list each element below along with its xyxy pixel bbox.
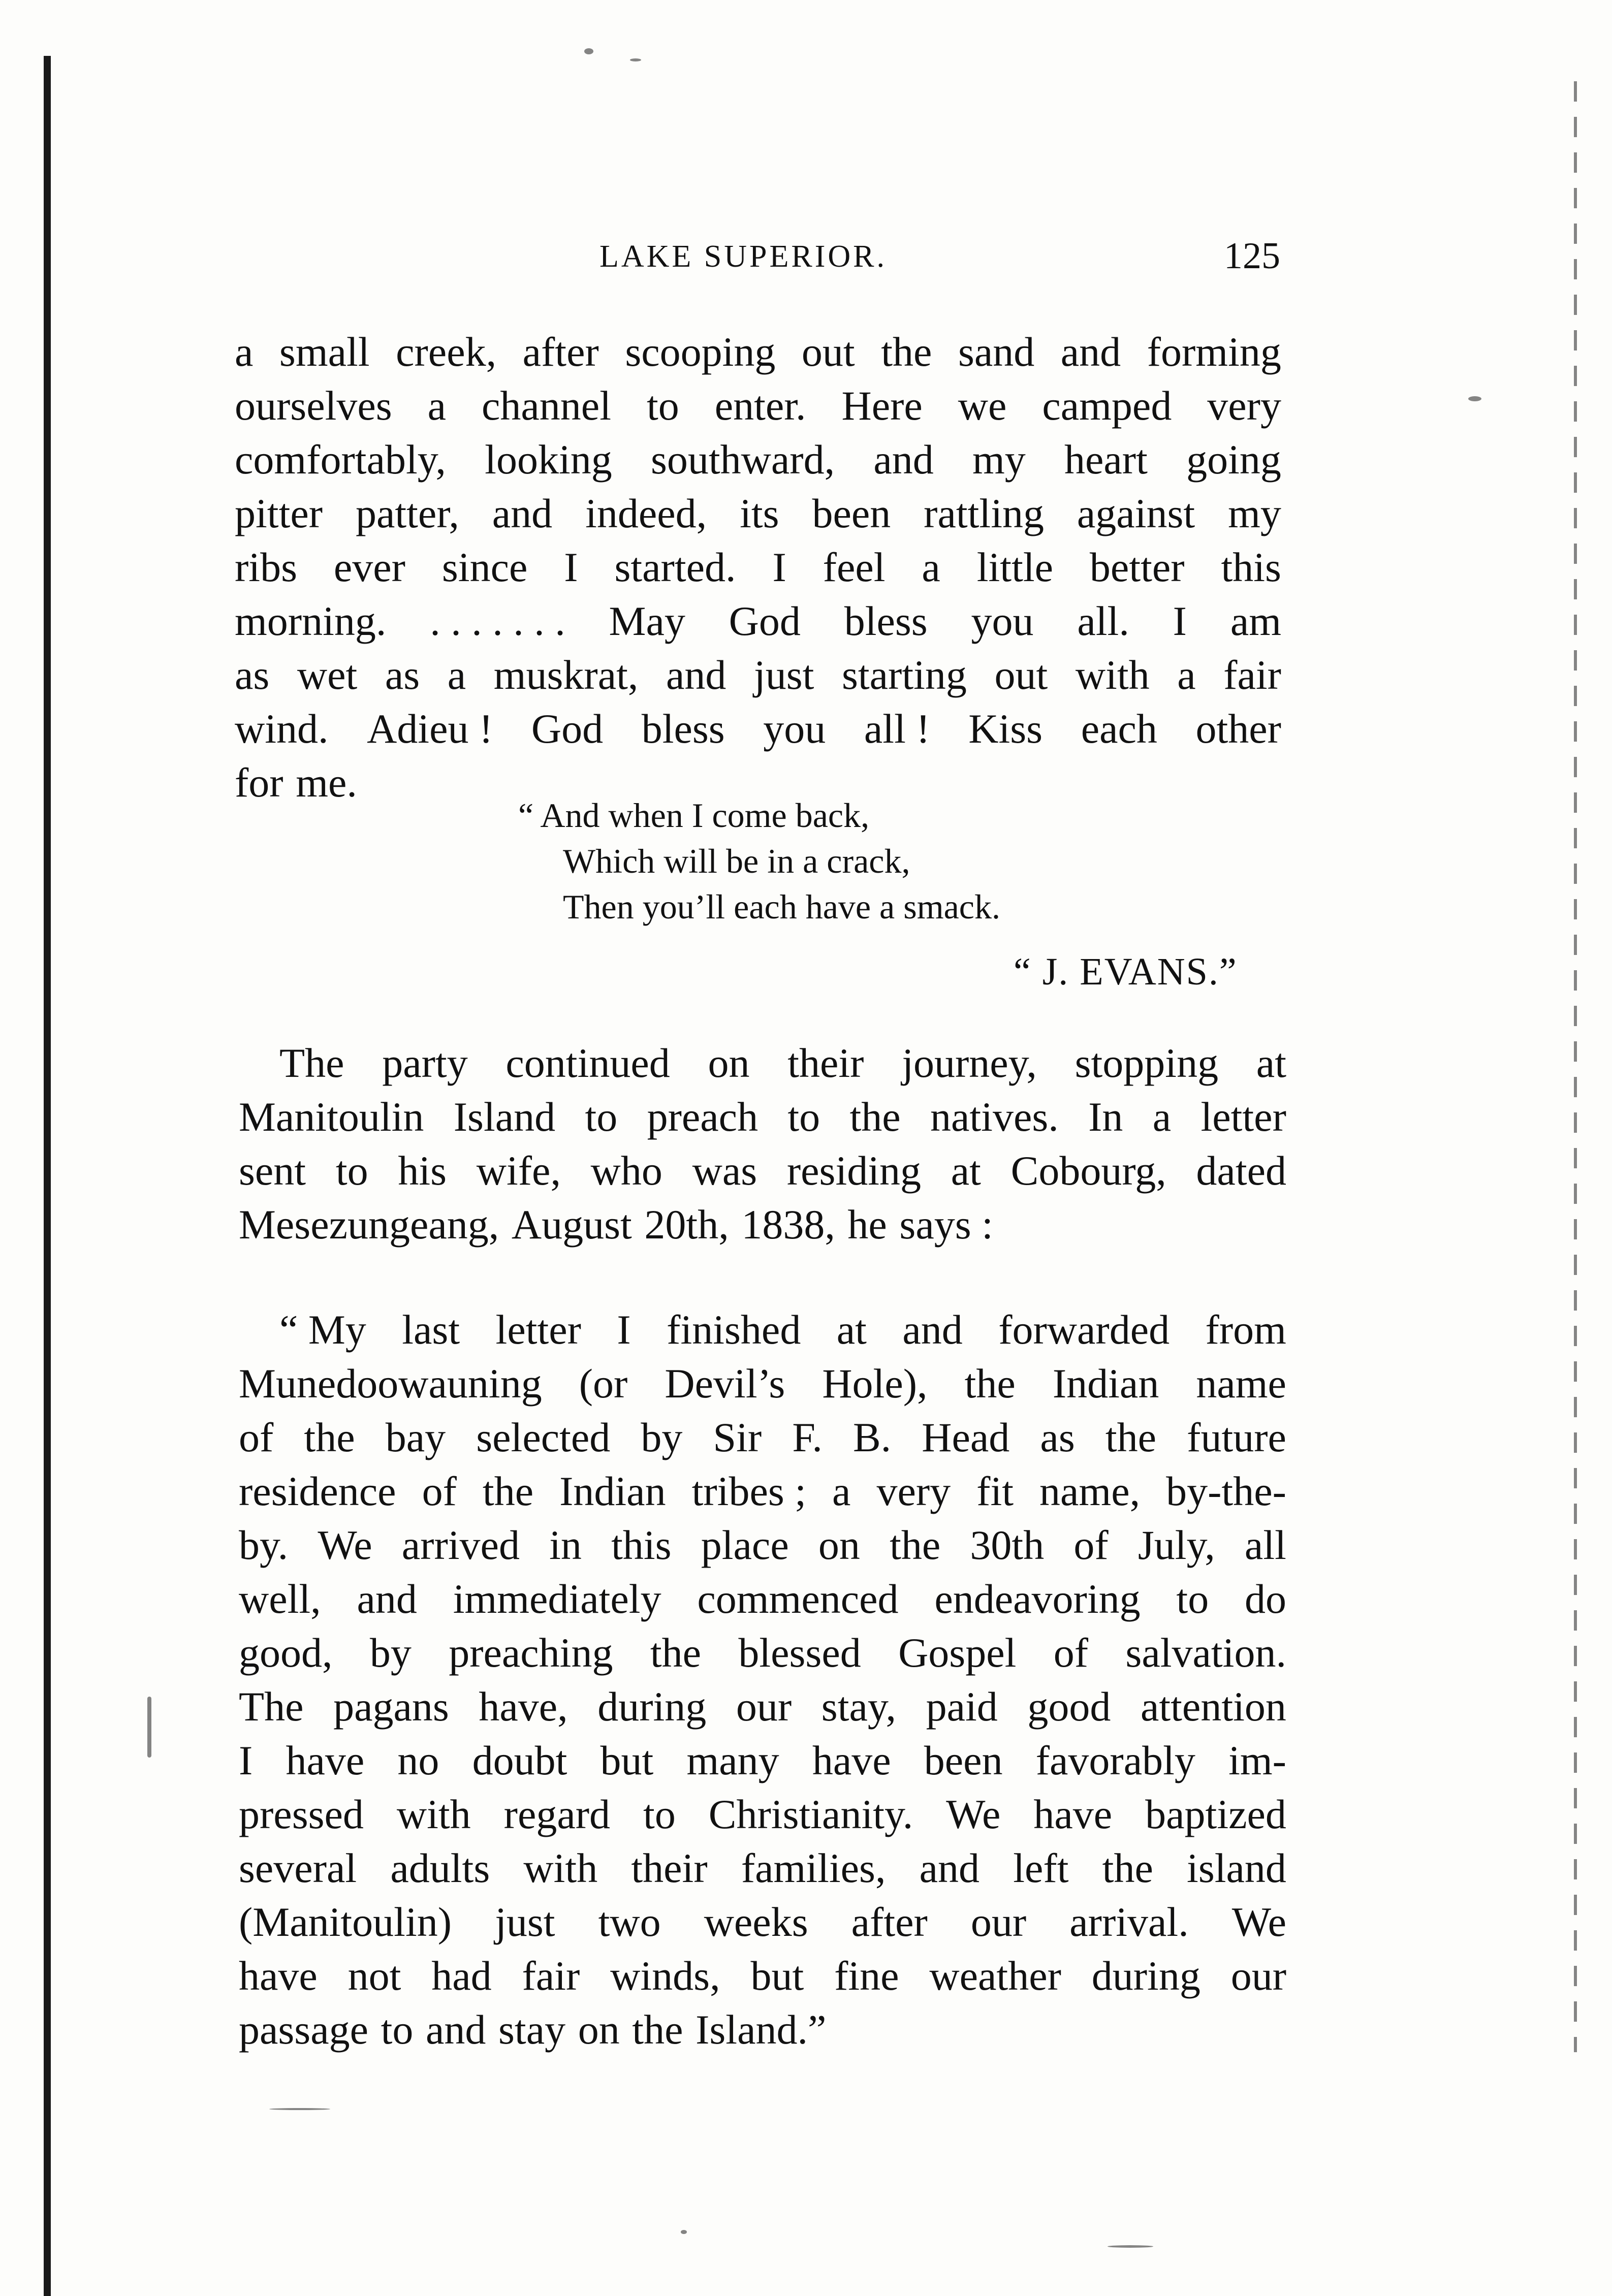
word: endeavoring [934, 1576, 1141, 1622]
text-line [239, 1518, 1286, 1572]
word: a [922, 544, 940, 590]
word: the [964, 1360, 1016, 1407]
word: sent [239, 1147, 306, 1194]
text-line [239, 1303, 1286, 1357]
word: May [609, 598, 685, 644]
word: the [482, 1468, 534, 1514]
word: but [600, 1737, 654, 1783]
word: to [643, 1791, 676, 1837]
word: of [422, 1468, 457, 1514]
word: who [590, 1147, 662, 1194]
running-head [234, 235, 1280, 279]
word: scooping [625, 329, 776, 375]
word: southward, [650, 436, 835, 483]
word: several [239, 1845, 357, 1891]
word: he [847, 1201, 887, 1248]
word: to [787, 1094, 820, 1140]
running-title: LAKE SUPERIOR. [599, 239, 888, 274]
word: continued [505, 1040, 670, 1086]
word: for [235, 759, 283, 806]
word: this [611, 1522, 672, 1568]
word: from [1205, 1306, 1286, 1353]
word: a [235, 329, 254, 375]
word: party [382, 1040, 468, 1086]
word: says : [899, 1201, 993, 1248]
word: of [239, 1414, 274, 1460]
word: 1838, [741, 1201, 835, 1248]
word: my [972, 436, 1026, 483]
word: the [890, 1522, 941, 1568]
word: on [818, 1522, 860, 1568]
word: paid [926, 1683, 998, 1730]
word: last [402, 1306, 460, 1353]
word: left [1013, 1845, 1069, 1891]
word: of [1073, 1522, 1109, 1568]
word: Sir [713, 1414, 762, 1460]
word: the [849, 1094, 901, 1140]
word: and [1060, 329, 1121, 375]
word: God [531, 706, 604, 752]
text-line [235, 487, 1281, 540]
word: Hole), [822, 1360, 928, 1407]
word: the [304, 1414, 355, 1460]
word: fair [522, 1953, 580, 1999]
text-line [239, 1626, 1286, 1680]
word: forwarded [998, 1306, 1170, 1353]
text-line [235, 540, 1281, 594]
word: the [881, 329, 932, 375]
text-line [239, 1734, 1286, 1788]
word: started. [614, 544, 736, 590]
word: Christianity. [708, 1791, 913, 1837]
word: passage [239, 2006, 369, 2053]
word: just [495, 1899, 555, 1945]
word: to [646, 382, 679, 429]
word: families, [741, 1845, 886, 1891]
word: out [994, 652, 1048, 698]
word: we [958, 382, 1007, 429]
word: The [239, 1683, 304, 1730]
word: as [1040, 1414, 1075, 1460]
word: all [1244, 1522, 1286, 1568]
word: We [1231, 1899, 1286, 1945]
word: baptized [1145, 1791, 1286, 1837]
word: 30th [970, 1522, 1045, 1568]
word: have, [479, 1683, 568, 1730]
word: ribs [235, 544, 297, 590]
word: August [511, 1201, 632, 1248]
word: residing [786, 1147, 922, 1194]
word: all. [1077, 598, 1129, 644]
word: morning. [235, 598, 387, 644]
word: forming [1147, 329, 1281, 375]
word: wife, [476, 1147, 561, 1194]
word: with [523, 1845, 598, 1891]
word: the [650, 1630, 701, 1676]
word: B. [852, 1414, 892, 1460]
word: and [357, 1576, 417, 1622]
word: finished [667, 1306, 801, 1353]
text-line [239, 1841, 1286, 1895]
text-line [235, 594, 1281, 648]
paragraph-letter-continued [235, 325, 1281, 810]
word: We [946, 1791, 1001, 1837]
word: but [750, 1953, 804, 1999]
word: as [385, 652, 420, 698]
text-line [239, 2003, 1286, 2057]
word: the [1102, 1845, 1153, 1891]
word: as [235, 652, 270, 698]
text-line [239, 1464, 1286, 1518]
word: Island.” [696, 2006, 827, 2053]
word: have [812, 1737, 891, 1783]
word: a [1177, 652, 1196, 698]
text-line [235, 702, 1281, 756]
word: to [381, 2006, 414, 2053]
word: bless [641, 706, 725, 752]
text-line [235, 648, 1281, 702]
word: and [492, 490, 553, 536]
binding-edge-left [44, 56, 51, 2296]
word: sand [958, 329, 1035, 375]
word: small [279, 329, 370, 375]
word: no [397, 1737, 439, 1783]
word: at [951, 1147, 981, 1194]
word: a [427, 382, 447, 429]
word: im- [1228, 1737, 1286, 1783]
text-line [239, 1198, 1286, 1252]
word: natives. [930, 1094, 1059, 1140]
word: in [549, 1522, 582, 1568]
word: after [851, 1899, 928, 1945]
word: two [598, 1899, 661, 1945]
word: I [564, 544, 578, 590]
word: pitter [235, 490, 323, 536]
binding-edge-right [1574, 81, 1577, 2052]
word: (or [579, 1360, 628, 1407]
word: stay, [821, 1683, 897, 1730]
word: bay [385, 1414, 446, 1460]
word: with [1075, 652, 1150, 698]
word: and [902, 1306, 963, 1353]
word: feel [823, 544, 886, 590]
text-line [235, 325, 1281, 379]
word: after [522, 329, 599, 375]
word: have [286, 1737, 365, 1783]
word: channel [482, 382, 611, 429]
word: I [239, 1737, 253, 1783]
word: commenced [697, 1576, 899, 1622]
word: very [876, 1468, 951, 1514]
word: Here [841, 382, 923, 429]
word: I [1173, 598, 1187, 644]
word: creek, [396, 329, 497, 375]
word: In [1088, 1094, 1123, 1140]
text-line [239, 1788, 1286, 1841]
text-line [235, 379, 1281, 433]
word: our [970, 1899, 1027, 1945]
text-line [239, 1411, 1286, 1464]
word: our [736, 1683, 792, 1730]
word: at [1256, 1040, 1286, 1086]
word: during [1091, 1953, 1200, 1999]
word: ever [333, 544, 405, 590]
word: been [924, 1737, 1003, 1783]
paragraph-narrative [239, 1036, 1286, 1252]
word: the [1105, 1414, 1157, 1460]
word: each [1081, 706, 1157, 752]
verse [518, 792, 1000, 930]
word: enter. [714, 382, 806, 429]
word: place [701, 1522, 789, 1568]
word: name, [1039, 1468, 1141, 1514]
word: been [812, 490, 891, 536]
word: tribes ; [691, 1468, 807, 1514]
word: “ My [279, 1306, 366, 1353]
word: going [1186, 436, 1281, 483]
word: not [347, 1953, 401, 1999]
word: . . . . . . . [430, 598, 565, 644]
text-line [239, 1036, 1286, 1090]
word: weather [929, 1953, 1061, 1999]
word: Mesezungeang, [239, 1201, 499, 1248]
word: immediately [453, 1576, 661, 1622]
text-line [239, 1895, 1286, 1949]
word: its [740, 490, 779, 536]
word: Gospel [898, 1630, 1017, 1676]
word: fair [1223, 652, 1281, 698]
word: Cobourg, [1010, 1147, 1166, 1194]
word: letter [495, 1306, 581, 1353]
word: just [753, 652, 814, 698]
word: very [1207, 382, 1281, 429]
word: our [1230, 1953, 1286, 1999]
text-line [239, 1144, 1286, 1198]
word: out [801, 329, 855, 375]
word: doubt [472, 1737, 567, 1783]
word: regard [503, 1791, 611, 1837]
word: and [919, 1845, 980, 1891]
word: heart [1064, 436, 1148, 483]
word: weeks [704, 1899, 808, 1945]
word: do [1245, 1576, 1286, 1622]
text-line [235, 433, 1281, 487]
word: Indian [559, 1468, 666, 1514]
word: fine [834, 1953, 899, 1999]
word: comfortably, [235, 436, 446, 483]
word: stopping [1074, 1040, 1219, 1086]
word: during [597, 1683, 707, 1730]
word: a [1152, 1094, 1172, 1140]
word: name [1196, 1360, 1286, 1407]
word: Manitoulin [239, 1094, 424, 1140]
word: blessed [738, 1630, 861, 1676]
word: adults [390, 1845, 490, 1891]
word: well, [239, 1576, 321, 1622]
word: wind. [235, 706, 329, 752]
word: am [1230, 598, 1281, 644]
word: you [971, 598, 1034, 644]
word: on [708, 1040, 750, 1086]
signature: “ J. EVANS.” [1014, 950, 1238, 993]
word: by [641, 1414, 683, 1460]
word: starting [841, 652, 967, 698]
word: of [1053, 1630, 1089, 1676]
word: and [426, 2006, 486, 2053]
word: Indian [1052, 1360, 1159, 1407]
word: his [398, 1147, 447, 1194]
word: and [873, 436, 934, 483]
word: favorably [1035, 1737, 1195, 1783]
word: fit [976, 1468, 1014, 1514]
word: and [666, 652, 726, 698]
word: looking [485, 436, 612, 483]
word: The [279, 1040, 344, 1086]
word: since [441, 544, 528, 590]
word: to [585, 1094, 618, 1140]
word: July, [1137, 1522, 1215, 1568]
word: a [447, 652, 466, 698]
page-number: 125 [1224, 235, 1280, 277]
word: camped [1042, 382, 1172, 429]
word: on [578, 2006, 620, 2053]
text-line [239, 1572, 1286, 1626]
word: to [335, 1147, 368, 1194]
text-line [239, 1680, 1286, 1734]
word: (Manitoulin) [239, 1899, 452, 1945]
word: future [1187, 1414, 1286, 1460]
word: island [1187, 1845, 1286, 1891]
word: selected [476, 1414, 611, 1460]
word: better [1089, 544, 1185, 590]
word: have [1033, 1791, 1113, 1837]
word: God [729, 598, 801, 644]
word: F. [792, 1414, 823, 1460]
word: salvation. [1125, 1630, 1286, 1676]
word: Head [922, 1414, 1010, 1460]
word: We [318, 1522, 372, 1568]
word: had [431, 1953, 492, 1999]
text-line [239, 1090, 1286, 1144]
word: arrival. [1069, 1899, 1189, 1945]
word: Adieu ! [367, 706, 493, 752]
verse-line: “ And when I come back, [518, 796, 870, 835]
verse-line: Which will be in a crack, [563, 842, 910, 880]
word: 20th, [644, 1201, 729, 1248]
word: their [631, 1845, 708, 1891]
word: preaching [449, 1630, 613, 1676]
word: good [1027, 1683, 1111, 1730]
word: arrived [401, 1522, 520, 1568]
word: pagans [333, 1683, 449, 1730]
word: many [686, 1737, 779, 1783]
word: I [772, 544, 786, 590]
word: have [239, 1953, 318, 1999]
word: indeed, [585, 490, 707, 536]
word: was [692, 1147, 757, 1194]
word: Island [453, 1094, 556, 1140]
word: attention [1140, 1683, 1286, 1730]
word: against [1077, 490, 1195, 536]
word: all ! [864, 706, 930, 752]
word: me. [296, 759, 357, 806]
word: my [1228, 490, 1281, 536]
word: a [832, 1468, 851, 1514]
word: stay [498, 2006, 566, 2053]
word: bless [844, 598, 928, 644]
word: journey, [902, 1040, 1037, 1086]
word: muskrat, [493, 652, 639, 698]
word: the [632, 2006, 683, 2053]
word: good, [239, 1630, 333, 1676]
word: with [396, 1791, 471, 1837]
word: little [976, 544, 1054, 590]
word: at [836, 1306, 867, 1353]
word: rattling [924, 490, 1044, 536]
word: this [1221, 544, 1281, 590]
word: by [369, 1630, 412, 1676]
word: by-the- [1166, 1468, 1286, 1514]
word: wet [297, 652, 358, 698]
word: other [1195, 706, 1281, 752]
word: preach [647, 1094, 758, 1140]
word: their [787, 1040, 864, 1086]
text-line [239, 1949, 1286, 2003]
paragraph-quoted-letter [239, 1303, 1286, 2057]
text-line [239, 1357, 1286, 1411]
word: I [617, 1306, 631, 1353]
word: dated [1196, 1147, 1286, 1194]
word: winds, [610, 1953, 720, 1999]
verse-line: Then you’ll each have a smack. [563, 887, 1000, 926]
word: you [763, 706, 826, 752]
word: Kiss [968, 706, 1043, 752]
word: residence [239, 1468, 396, 1514]
word: Devil’s [665, 1360, 785, 1407]
word: by. [239, 1522, 289, 1568]
word: pressed [239, 1791, 364, 1837]
word: patter, [355, 490, 459, 536]
word: Munedoowauning [239, 1360, 542, 1407]
word: letter [1200, 1094, 1286, 1140]
word: to [1176, 1576, 1209, 1622]
word: ourselves [235, 382, 392, 429]
